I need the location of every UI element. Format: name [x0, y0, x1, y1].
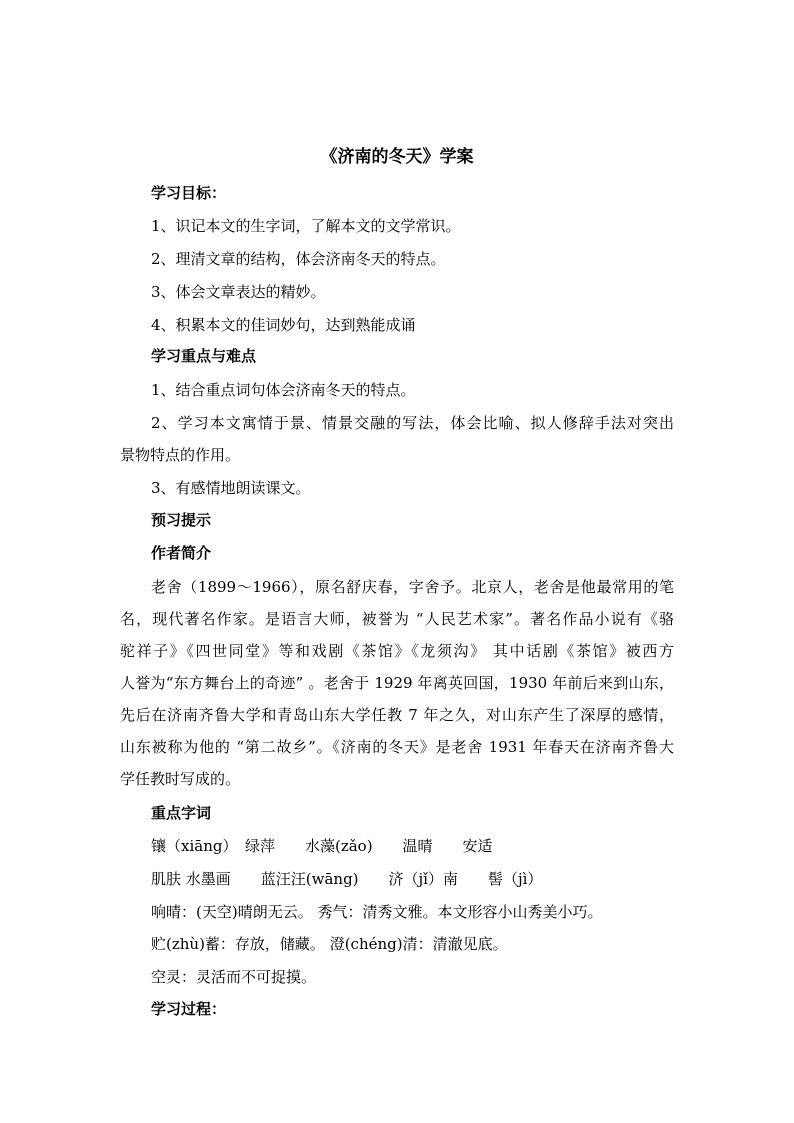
word-line: 镶（xiāng） 绿萍 水藻(zǎo) 温晴 安适: [151, 837, 493, 855]
words-heading: 重点字词: [151, 804, 212, 822]
author-paragraph-line: 先后在济南齐鲁大学和青岛山东大学任教 7 年之久，对山东产生了深厚的感情，: [120, 706, 674, 724]
word-line: 空灵：灵活而不可捉摸。: [151, 968, 317, 986]
author-paragraph-line: 山东被称为他的 “第二故乡”。《济南的冬天》是老舍 1931 年春天在济南齐鲁大: [120, 738, 674, 756]
key-points-heading: 学习重点与难点: [151, 347, 257, 365]
goal-item: 3、体会文章表达的精妙。: [151, 283, 326, 301]
word-line: 贮(zhù)蓄：存放，储藏。 澄(chéng)清：清澈见底。: [151, 935, 508, 953]
key-point-item: 3、有感情地朗读课文。: [151, 479, 311, 497]
goal-item: 2、理清文章的结构，体会济南冬天的特点。: [151, 250, 446, 268]
preview-heading: 预习提示: [151, 511, 212, 529]
process-heading: 学习过程：: [151, 1000, 227, 1018]
key-point-item-continued: 景物特点的作用。: [120, 446, 241, 464]
word-line: 肌肤 水墨画 蓝汪汪(wāng) 济（jǐ）南 髻（jì）: [151, 870, 543, 888]
author-paragraph-line: 学任教时写成的。: [120, 770, 241, 788]
author-paragraph-line: 老舍（1899～1966），原名舒庆春，字舍予。北京人，老舍是他最常用的笔: [151, 578, 674, 596]
word-line: 响晴：(天空)晴朗无云。 秀气：清秀文雅。本文形容小山秀美小巧。: [151, 903, 603, 921]
author-heading: 作者简介: [151, 544, 212, 562]
goal-item: 1、识记本文的生字词，了解本文的文学常识。: [151, 217, 461, 235]
author-paragraph-line: 驼祥子》《四世同堂》等和戏剧《茶馆》《龙须沟》 其中话剧《茶馆》被西方: [120, 642, 674, 660]
key-point-item: 2、学习本文寓情于景、情景交融的写法，体会比喻、拟人修辞手法对突出: [151, 414, 674, 432]
goal-item: 4、积累本文的佳词妙句，达到熟能成诵: [151, 316, 416, 334]
document-title: 《济南的冬天》学案: [320, 147, 474, 167]
key-point-item: 1、结合重点词句体会济南冬天的特点。: [151, 381, 416, 399]
author-paragraph-line: 人誉为“东方舞台上的奇迹” 。老舍于 1929 年离英回国，1930 年前后来到山东，: [120, 674, 674, 692]
goals-heading: 学习目标：: [151, 184, 227, 202]
author-paragraph-line: 名，现代著名作家。是语言大师，被誉为 “人民艺术家”。著名作品小说有《骆: [120, 610, 674, 628]
